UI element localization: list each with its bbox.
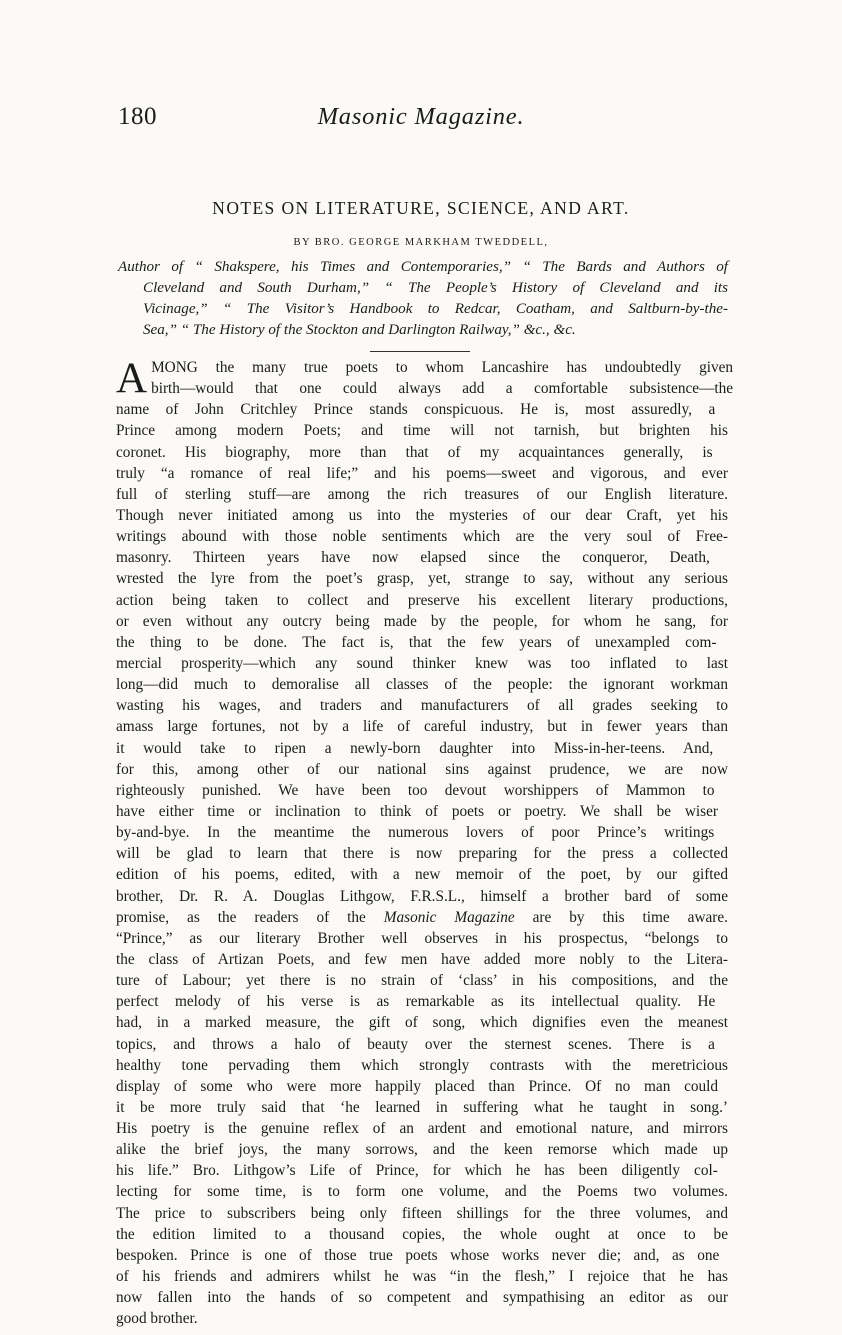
author-credentials-line: Cleveland and South Durham,” “ The People’s History of Cleveland and its xyxy=(143,280,728,296)
body-text-line: bespoken. Prince is one of those true poets whose works never die; and, as one xyxy=(116,1246,720,1264)
author-credentials-line: Sea,” “ The History of the Stockton and Darlington Railway,” &c., &c. xyxy=(143,322,576,338)
article-body xyxy=(116,355,734,1329)
body-text-line: ture of Labour; yet there is no strain of ‘class’ in his compositions, and the xyxy=(116,972,728,990)
body-text-line: Though never initiated among us into the mysteries of our dear Craft, yet his xyxy=(116,506,728,524)
body-text-line: alike the brief joys, the many sorrows, and the keen remorse which made up xyxy=(116,1141,728,1159)
article-byline: BY BRO. GEORGE MARKHAM TWEDDELL, xyxy=(293,237,549,248)
body-text-line: healthy tone pervading them which strongly contrasts with the meretricious xyxy=(116,1056,728,1074)
body-text-line: Prince among modern Poets; and time will not tarnish, but brighten his xyxy=(116,422,728,440)
body-text-line: action being taken to collect and preserve his excellent literary productions, xyxy=(116,591,728,609)
body-text-line: mercial prosperity—which any sound thinker knew was too inflated to last xyxy=(116,654,728,672)
body-text-line: now fallen into the hands of so competent and sympathising an editor as our xyxy=(116,1289,728,1307)
body-text-line: have either time or inclination to think of poets or poetry. We shall be wiser xyxy=(116,802,718,820)
body-text-line: perfect melody of his verse is as remarkable as its intellectual quality. He xyxy=(116,993,716,1011)
body-text-line: coronet. His biography, more than that of my acquaintances generally, is xyxy=(116,443,713,461)
body-text-line: birth—would that one could always add a comfortable subsistence—the xyxy=(151,380,734,398)
body-text-line: full of sterling stuff—are among the rich treasures of our English literature. xyxy=(116,485,728,503)
body-text-line: brother, Dr. R. A. Douglas Lithgow, F.R.S.L., himself a brother bard of some xyxy=(116,887,728,905)
body-text-line: edition of his poems, edited, with a new memoir of the poet, by our gifted xyxy=(116,866,728,884)
body-text-line: the thing to be done. The fact is, that the few years of unexampled com- xyxy=(116,633,717,651)
body-text-line: his life.” Bro. Lithgow’s Life of Prince, for which he has been diligently col- xyxy=(116,1162,718,1180)
body-text-line: name of John Critchley Prince stands conspicuous. He is, most assuredly, a xyxy=(116,401,716,419)
body-text-line: it would take to ripen a newly-born daughter into Miss-in-her-teens. And, xyxy=(116,739,714,757)
body-text-line: promise, as the readers of the Masonic Magazine are by this time aware. xyxy=(116,908,728,926)
body-text-line: truly “a romance of real life;” and his poems—sweet and vigorous, and ever xyxy=(116,464,728,482)
body-text-line: The price to subscribers being only fifteen shillings for the three volumes, and xyxy=(116,1204,728,1222)
body-text-line: display of some who were more happily placed than Prince. Of no man could xyxy=(116,1077,719,1095)
body-text-line: righteously punished. We have been too devout worshippers of Mammon to xyxy=(116,781,715,799)
body-text-line: or even without any outcry being made by the people, for whom he sang, for xyxy=(116,612,728,630)
body-text-line: will be glad to learn that there is now preparing for the press a collected xyxy=(116,845,728,863)
body-text-line: amass large fortunes, not by a life of careful industry, but in fewer years than xyxy=(116,718,728,736)
body-text-line: for this, among other of our national sins against prudence, we are now xyxy=(116,760,728,778)
body-text-line: the class of Artizan Poets, and few men have added more nobly to the Litera- xyxy=(116,950,728,968)
body-text-line: His poetry is the genuine reflex of an ardent and emotional nature, and mirrors xyxy=(116,1120,728,1138)
section-divider xyxy=(370,351,470,352)
body-text-line: topics, and throws a halo of beauty over the sternest scenes. There is a xyxy=(116,1035,715,1053)
page-number: 180 xyxy=(118,103,157,130)
body-text-line: writings abound with those noble sentiments which are the very soul of Free- xyxy=(116,528,728,546)
running-title: Masonic Magazine. xyxy=(317,103,525,130)
body-text-line: long—did much to demoralise all classes of the people: the ignorant workman xyxy=(116,676,728,694)
body-text-line: wrested the lyre from the poet’s grasp, yet, strange to say, without any serious xyxy=(116,570,728,588)
body-text-line: good brother. xyxy=(116,1310,198,1328)
drop-cap: A xyxy=(116,355,148,402)
author-credentials-line: Author of “ Shakspere, his Times and Contemporaries,” “ The Bards and Authors of xyxy=(118,259,728,275)
body-text-line: wasting his wages, and traders and manufacturers of all grades seeking to xyxy=(116,697,728,715)
body-text-line: the edition limited to a thousand copies, the whole ought at once to be xyxy=(116,1225,728,1243)
body-text-line: masonry. Thirteen years have now elapsed since the conqueror, Death, xyxy=(116,549,710,567)
body-text-line: had, in a marked measure, the gift of song, which dignifies even the meanest xyxy=(116,1014,728,1032)
body-text-line: “Prince,” as our literary Brother well observes in his prospectus, “belongs to xyxy=(116,929,728,947)
author-credentials-line: Vicinage,” “ The Visitor’s Handbook to Redcar, Coatham, and Saltburn-by-the- xyxy=(143,301,728,317)
body-text-line: lecting for some time, is to form one volume, and the Poems two volumes. xyxy=(116,1183,728,1201)
body-text-line: of his friends and admirers whilst he was “in the flesh,” I rejoice that he has xyxy=(116,1268,728,1286)
body-text-line: it be more truly said that ‘he learned in suffering what he taught in song.’ xyxy=(116,1098,728,1116)
body-text-line: by-and-bye. In the meantime the numerous lovers of poor Prince’s writings xyxy=(116,824,715,842)
author-credentials xyxy=(118,257,728,341)
article-title: NOTES ON LITERATURE, SCIENCE, AND ART. xyxy=(212,198,630,218)
body-text-line: MONG the many true poets to whom Lancashire has undoubtedly given xyxy=(151,359,734,376)
